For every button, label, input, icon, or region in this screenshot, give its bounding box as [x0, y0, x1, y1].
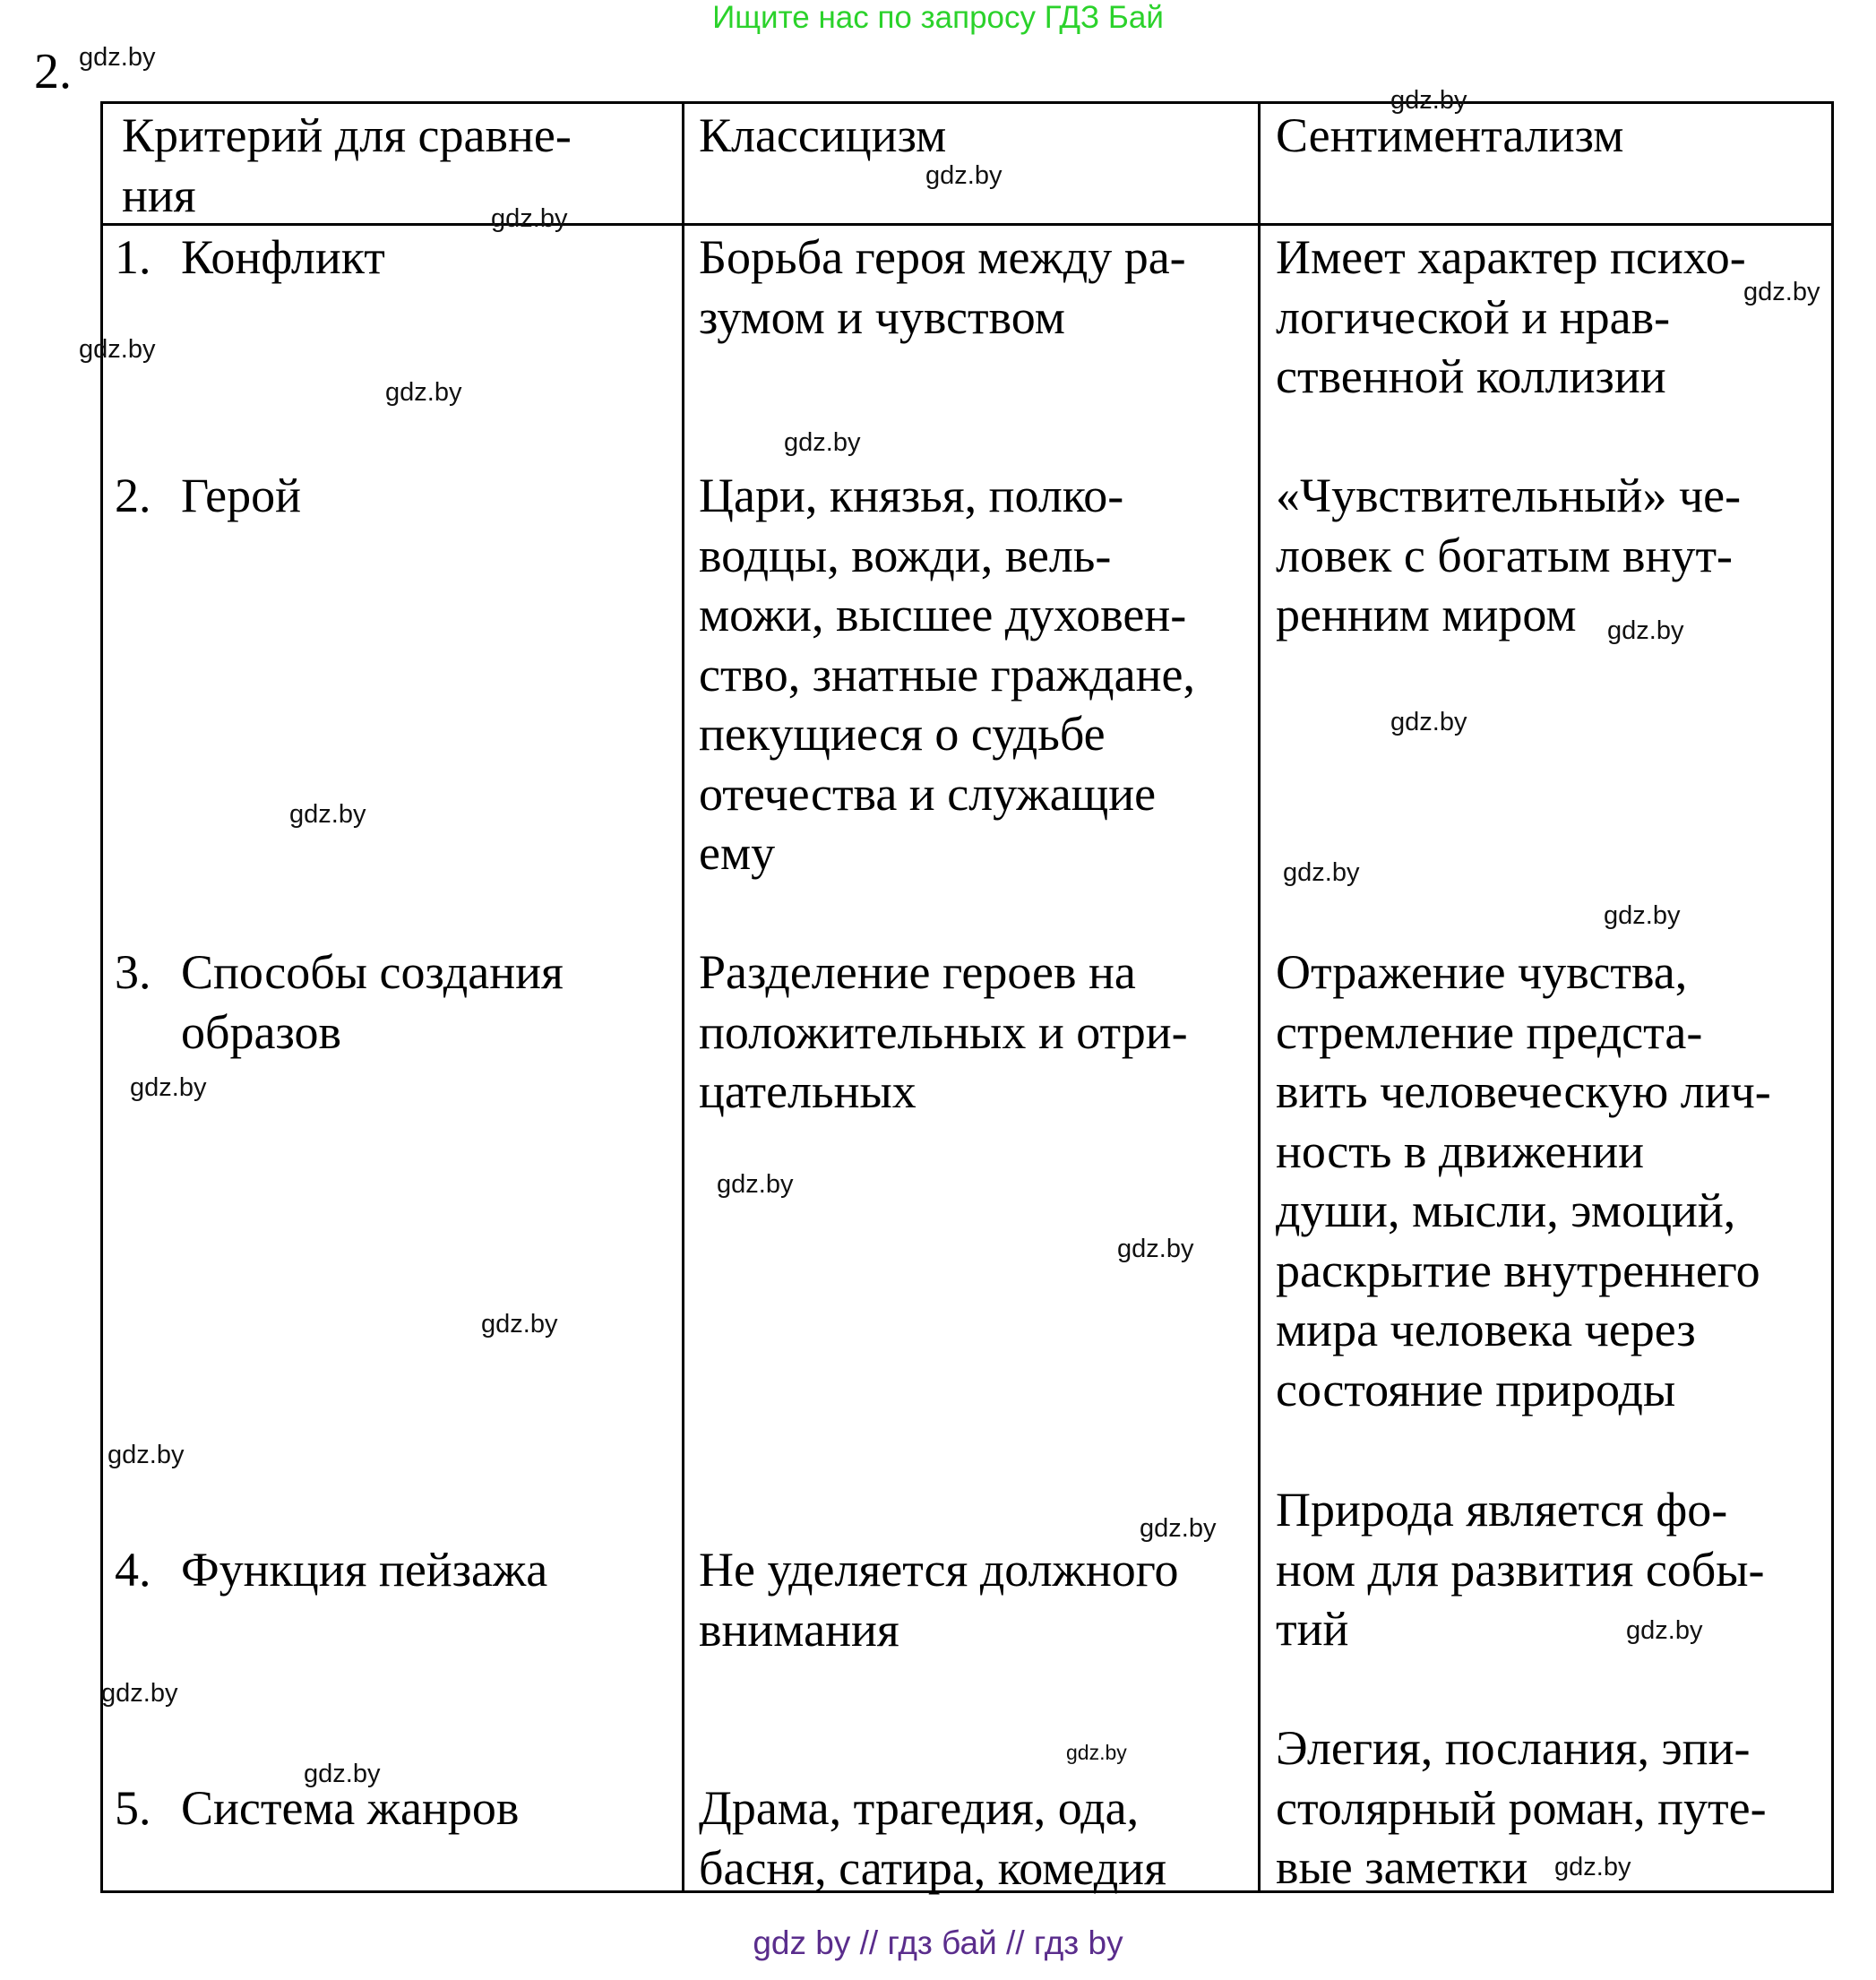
cell-line: Разделение героев на: [699, 945, 1136, 999]
cell-line: вые заметки: [1276, 1840, 1528, 1894]
cell-line: мира человека через: [1276, 1303, 1696, 1356]
cell-line: ность в движении: [1276, 1123, 1645, 1178]
watermark: gdz.by: [1140, 1514, 1217, 1543]
watermark: gdz.by: [108, 1441, 185, 1469]
cell-line: цательных: [699, 1064, 916, 1118]
criterion-text: Способы создания: [181, 945, 564, 999]
cell-line: пекущиеся о судьбе: [699, 707, 1106, 761]
header-criterion-line: Критерий для сравне-: [122, 108, 572, 162]
watermark: gdz.by: [784, 428, 861, 457]
cell-line: можи, высшее духовен-: [699, 588, 1187, 641]
cell-line: зумом и чувством: [699, 289, 1065, 344]
cell-line: басня, сатира, комедия: [699, 1840, 1166, 1895]
cell-line: Борьба героя между ра-: [699, 230, 1186, 284]
cell-line: Имеет характер психо-: [1276, 230, 1746, 284]
watermark: gdz.by: [385, 378, 462, 407]
watermark: gdz.by: [289, 800, 366, 829]
row-3-classicism: [699, 943, 1188, 1122]
watermark: gdz.by: [1390, 86, 1467, 115]
watermark: gdz.by: [1554, 1853, 1631, 1881]
row-2-criterion: [115, 466, 301, 526]
search-banner[interactable]: Ищите нас по запросу ГДЗ Бай: [712, 0, 1164, 35]
row-1-sentimentalism: [1276, 228, 1746, 407]
criterion-text: Функция пейзажа: [181, 1543, 548, 1597]
cell-line: ему: [699, 826, 776, 880]
row-4-classicism: [699, 1540, 1179, 1659]
cell-line: ственной коллизии: [1276, 349, 1666, 403]
watermark: gdz.by: [1066, 1741, 1127, 1764]
row-5-classicism: [699, 1778, 1166, 1898]
cell-line: ловек с богатым внут-: [1276, 528, 1734, 582]
cell-line: тий: [1276, 1602, 1349, 1656]
cell-line: отечества и служащие: [699, 766, 1157, 821]
cell-line: Природа является фо-: [1276, 1483, 1728, 1537]
watermark: gdz.by: [491, 204, 568, 233]
cell-line: Элегия, послания, эпи-: [1276, 1721, 1751, 1775]
row-1-criterion: [115, 228, 385, 288]
cell-line: «Чувствительный» че-: [1276, 469, 1742, 522]
watermark: gdz.by: [101, 1679, 178, 1708]
row-2-classicism: [699, 466, 1195, 883]
header-criterion-line: ния: [122, 168, 196, 222]
cell-line: души, мысли, эмоций,: [1276, 1184, 1736, 1237]
watermark: gdz.by: [717, 1170, 794, 1199]
row-4-criterion: [115, 1540, 547, 1600]
footer-links[interactable]: gdz by // гдз бай // гдз by: [753, 1924, 1123, 1961]
cell-line: Цари, князья, полко-: [699, 469, 1124, 522]
column-divider: [1258, 104, 1261, 1890]
row-3-sentimentalism: [1276, 943, 1771, 1419]
watermark: gdz.by: [304, 1760, 381, 1788]
row-1-classicism: [699, 228, 1186, 347]
cell-line: столярный роман, путе-: [1276, 1780, 1767, 1835]
cell-line: Драма, трагедия, ода,: [699, 1781, 1140, 1835]
task-number: 2.: [34, 44, 72, 99]
watermark: gdz.by: [1626, 1616, 1703, 1645]
row-number: 4.: [115, 1543, 151, 1597]
cell-line: вить человеческую лич-: [1276, 1064, 1771, 1118]
row-number: 5.: [115, 1781, 151, 1835]
header-classicism: Классицизм: [699, 108, 947, 162]
cell-line: ство, знатные граждане,: [699, 647, 1195, 702]
row-number: 1.: [115, 230, 151, 284]
watermark: gdz.by: [1390, 708, 1467, 736]
cell-line: состояние природы: [1276, 1362, 1676, 1416]
watermark: gdz.by: [79, 335, 156, 364]
watermark: gdz.by: [1604, 901, 1681, 930]
header-sentimentalism: Сентиментализм: [1276, 108, 1624, 162]
cell-line: логической и нрав-: [1276, 289, 1671, 344]
criterion-text: образов: [181, 1004, 341, 1059]
watermark: gdz.by: [130, 1073, 207, 1102]
column-divider: [682, 104, 684, 1890]
row-number: 3.: [115, 945, 151, 999]
cell-line: раскрытие внутреннего: [1276, 1243, 1760, 1297]
watermark: gdz.by: [481, 1310, 558, 1339]
row-5-sentimentalism: [1276, 1718, 1767, 1898]
watermark: gdz.by: [1283, 858, 1360, 887]
watermark: gdz.by: [79, 43, 156, 72]
cell-line: ренним миром: [1276, 588, 1577, 641]
row-number: 2.: [115, 469, 151, 522]
watermark: gdz.by: [1117, 1235, 1194, 1263]
cell-line: ном для развития собы-: [1276, 1542, 1765, 1597]
criterion-text: Герой: [181, 469, 301, 522]
cell-line: внимания: [699, 1602, 899, 1657]
criterion-text: Система жанров: [181, 1781, 520, 1835]
cell-line: стремление предста-: [1276, 1004, 1703, 1059]
cell-line: положительных и отри-: [699, 1004, 1188, 1059]
cell-line: водцы, вожди, вель-: [699, 528, 1112, 582]
row-3-criterion: [115, 943, 564, 1062]
watermark: gdz.by: [925, 161, 1003, 190]
watermark: gdz.by: [1743, 278, 1820, 306]
cell-line: Отражение чувства,: [1276, 945, 1688, 999]
watermark: gdz.by: [1607, 616, 1684, 645]
criterion-text: Конфликт: [181, 230, 385, 284]
cell-line: Не уделяется должного: [699, 1543, 1179, 1597]
